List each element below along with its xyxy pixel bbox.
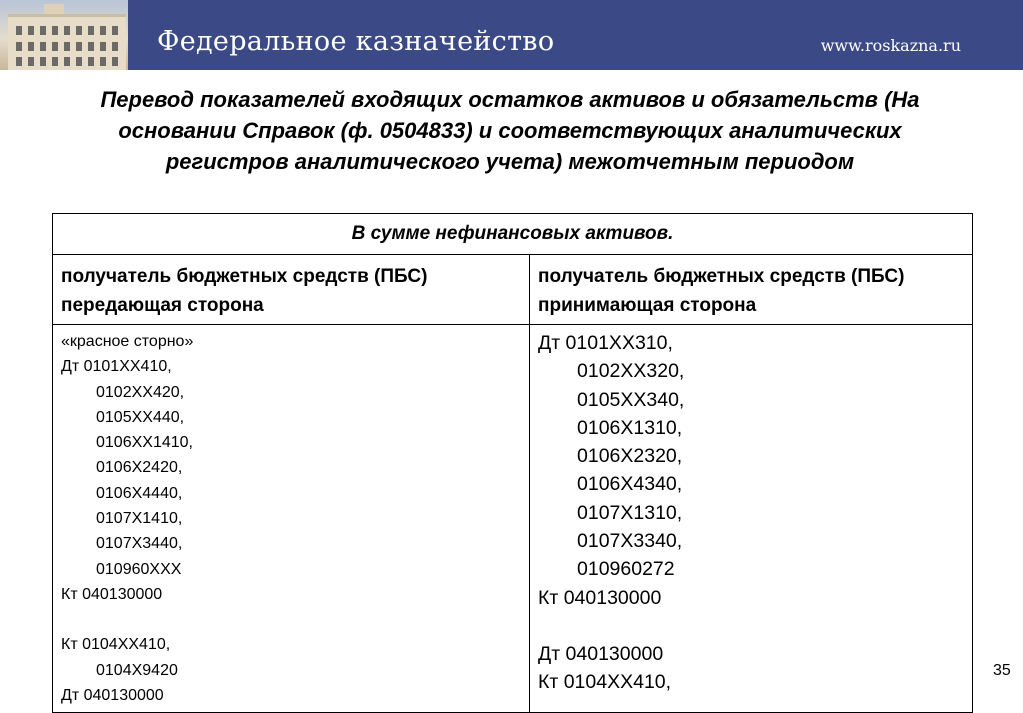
entry-line: Дт 040130000 (61, 686, 164, 704)
entry-line: 0105ХХ340, (577, 388, 685, 411)
entry-line: Дт 0101ХХ410, (61, 358, 172, 376)
column-header-sender: получатель бюджетных средств (ПБС) передающая сторона (53, 255, 530, 325)
entry-line: 0107Х3340, (577, 530, 683, 553)
entry-line: Дт 0101ХХ310, (538, 332, 673, 354)
entry-line: 0106Х1310, (577, 416, 683, 439)
entry-line: 010960272 (577, 558, 675, 581)
receiver-entries (530, 325, 973, 713)
page-number: 35 (993, 662, 1011, 679)
entry-line: Кт 0104ХХ410, (61, 636, 171, 654)
entry-line: 0106Х4440, (96, 484, 183, 502)
entry-line: 0102ХХ320, (577, 360, 685, 383)
section-header: В сумме нефинансовых активов. (53, 214, 973, 255)
site-url[interactable]: www.roskazna.ru (820, 36, 961, 55)
entry-line: 010960ХХХ (96, 560, 182, 578)
column-header-receiver: получатель бюджетных средств (ПБС) принимающая сторона (530, 255, 973, 325)
entry-line: 0106Х2320, (577, 445, 683, 468)
entry-line: 0106ХХ1410, (96, 434, 193, 452)
header-banner (0, 0, 1023, 70)
storno-note: «красное сторно» (61, 333, 194, 350)
entry-line: 0105ХХ440, (96, 408, 185, 426)
entry-line: 0107Х1410, (96, 510, 183, 528)
entry-line: 0106Х4340, (577, 473, 683, 496)
entry-line: 0107Х1310, (577, 501, 683, 524)
entry-line: Кт 0104ХХ410, (538, 671, 672, 694)
entry-line: Кт 040130000 (61, 585, 163, 603)
brand-name: Федеральное казначейство (157, 26, 555, 57)
sender-entries (53, 325, 530, 713)
entry-line: Кт 040130000 (538, 586, 662, 609)
entry-line: Дт 040130000 (538, 642, 664, 665)
entry-line: 0106Х2420, (96, 459, 183, 477)
accounting-table (52, 213, 973, 713)
entry-line: 0107Х3440, (96, 535, 183, 553)
slide-title: Перевод показателей входящих остатков активов и обязательств (На основании Справок (ф. 0504833) и соответствующих аналитических регистров аналитического учета) межотчетным периодом (100, 87, 920, 174)
building-photo (0, 0, 128, 70)
entry-line: 0104Х9420 (96, 661, 178, 679)
entry-line: 0102ХХ420, (96, 383, 185, 401)
